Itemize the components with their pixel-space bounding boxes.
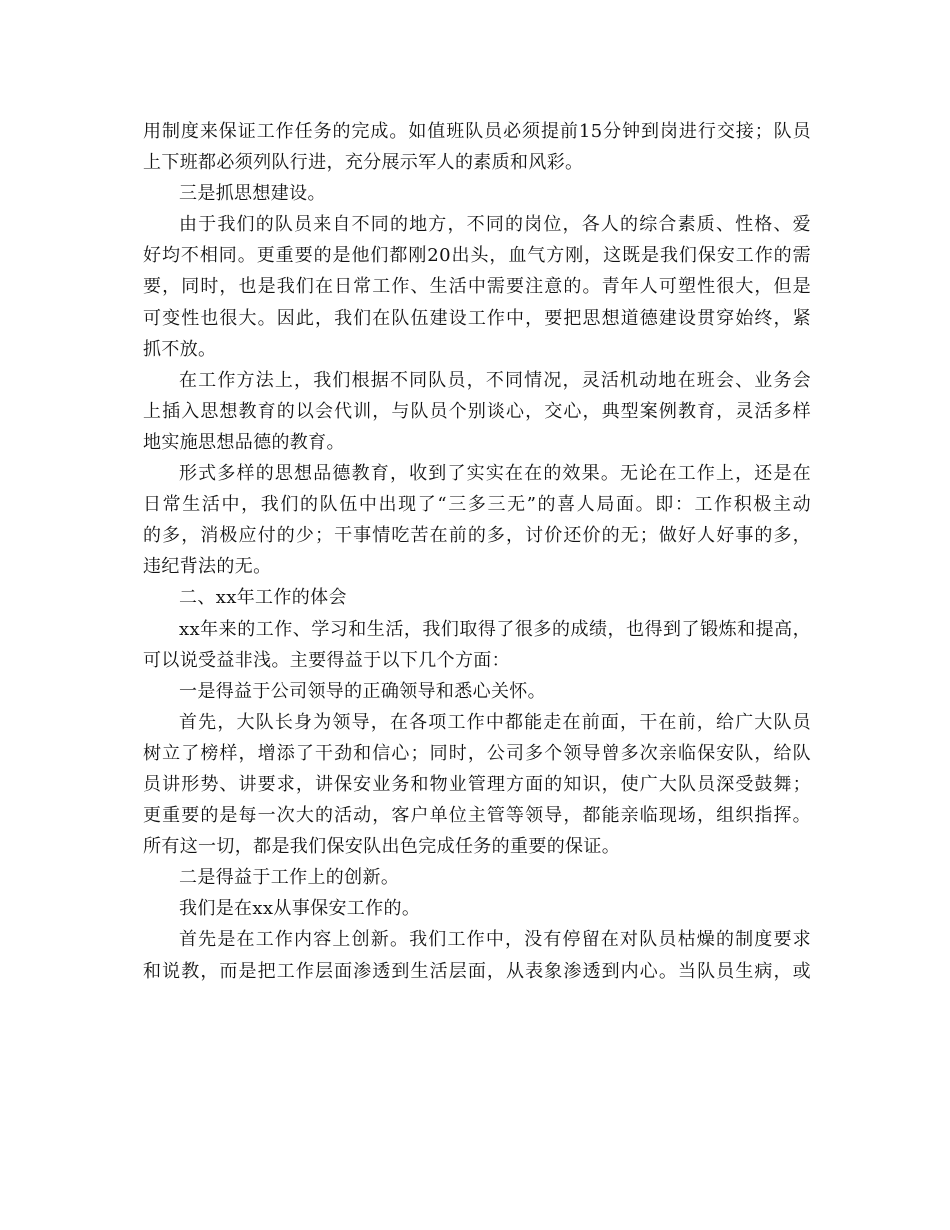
text-line: 三是抓思想建设。 bbox=[179, 183, 326, 205]
text-line: 日常生活中，我们的队伍中出现了“三多三无”的喜人局面。即：工作积极主动 bbox=[143, 494, 811, 516]
text-line: 二是得益于工作上的创新。 bbox=[179, 867, 400, 889]
text-line: 员讲形势、讲要求，讲保安业务和物业管理方面的知识，使广大队员深受鼓舞； bbox=[143, 773, 811, 795]
text-line: 我们是在xx从事保安工作的。 bbox=[179, 898, 421, 920]
text-line: 违纪背法的无。 bbox=[143, 556, 272, 578]
text-line: 要，同时，也是我们在日常工作、生活中需要注意的。青年人可塑性很大，但是 bbox=[143, 276, 811, 298]
text-line: 二、xx年工作的体会 bbox=[179, 587, 347, 609]
text-line: 上插入思想教育的以会代训，与队员个别谈心，交心，典型案例教育，灵活多样 bbox=[143, 400, 811, 422]
text-line: 和说教，而是把工作层面渗透到生活层面，从表象渗透到内心。当队员生病，或 bbox=[143, 960, 811, 982]
text-line: xx年来的工作、学习和生活，我们取得了很多的成绩，也得到了锻炼和提高， bbox=[179, 618, 811, 640]
text-line: 树立了榜样，增添了干劲和信心；同时，公司多个领导曾多次亲临保安队，给队 bbox=[143, 742, 811, 764]
document-body bbox=[143, 116, 811, 987]
text-line: 可变性也很大。因此，我们在队伍建设工作中，要把思想道德建设贯穿始终，紧 bbox=[143, 307, 811, 329]
text-line: 形式多样的思想品德教育，收到了实实在在的效果。无论在工作上，还是在 bbox=[179, 463, 811, 485]
text-line: 可以说受益非浅。主要得益于以下几个方面： bbox=[143, 649, 510, 671]
text-line: 抓不放。 bbox=[143, 338, 217, 360]
text-line: 地实施思想品德的教育。 bbox=[143, 431, 345, 453]
text-line: 一是得益于公司领导的正确领导和悉心关怀。 bbox=[179, 680, 546, 702]
text-line: 由于我们的队员来自不同的地方，不同的岗位，各人的综合素质、性格、爱 bbox=[179, 214, 811, 236]
text-line: 上下班都必须列队行进，充分展示军人的素质和风彩。 bbox=[143, 152, 584, 174]
text-line: 首先是在工作内容上创新。我们工作中，没有停留在对队员枯燥的制度要求 bbox=[179, 929, 811, 951]
text-line: 所有这一切，都是我们保安队出色完成任务的重要的保证。 bbox=[143, 836, 621, 858]
text-line: 的多，消极应付的少；干事情吃苦在前的多，讨价还价的无；做好人好事的多， bbox=[143, 525, 811, 547]
text-line: 好均不相同。更重要的是他们都刚20出头，血气方刚，这既是我们保安工作的需 bbox=[143, 245, 811, 267]
text-line: 更重要的是每一次大的活动，客户单位主管等领导，都能亲临现场，组织指挥。 bbox=[143, 805, 811, 827]
text-line: 用制度来保证工作任务的完成。如值班队员必须提前15分钟到岗进行交接；队员 bbox=[143, 121, 811, 142]
text-line: 在工作方法上，我们根据不同队员，不同情况，灵活机动地在班会、业务会 bbox=[179, 369, 811, 391]
text-line: 首先，大队长身为领导，在各项工作中都能走在前面，干在前，给广大队员 bbox=[179, 711, 811, 733]
